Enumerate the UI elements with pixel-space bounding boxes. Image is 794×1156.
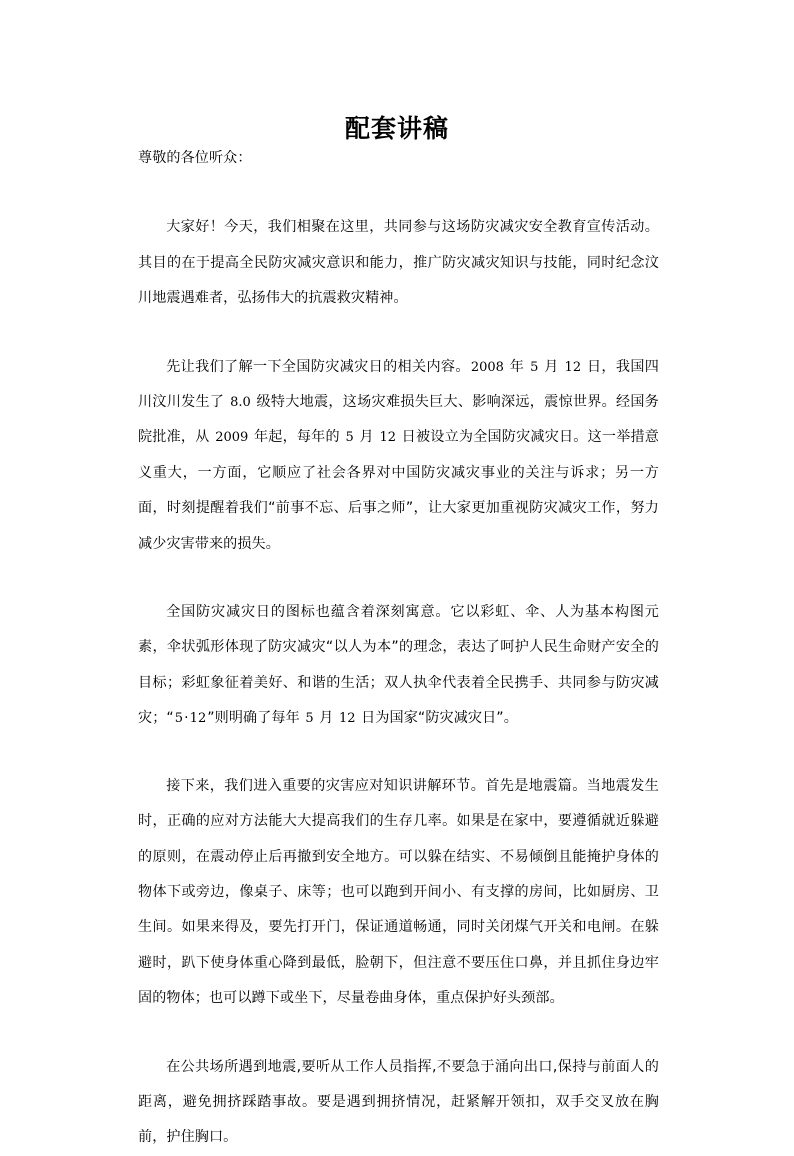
inline-number: 12 [379, 430, 396, 446]
paragraph-spacer [138, 176, 659, 210]
inline-number: 5 [345, 430, 354, 446]
inline-number: 5 [305, 711, 314, 727]
paragraph-spacer [138, 1017, 659, 1050]
paragraph-2: 先让我们了解一下全国防灾减灾日的相关内容。2008 年 5 月 12 日，我国四川汶川发生了 8.0 级特大地震，这场灾难损失巨大、影响深远，震惊世界。经国务院批准，从 2009 年起，每年的 5 月 12 日被设立为全国防灾减灾日。这一举措意义重大，一方面，它顺应了社会各界对中国防灾减灾事业的关注与诉求；另一方面，时刻提醒着我们“前事不忘、后事之师”，让大家更加重视防灾减灾工作，努力减少灾害带来的损失。 [138, 358, 659, 552]
paragraph-4: 接下来，我们进入重要的灾害应对知识讲解环节。首先是地震篇。当地震发生时，正确的应对方法能大大提高我们的生存几率。如果是在家中，要遵循就近躲避的原则，在震动停止后再撤到安全地方。可以躲在结实、不易倾倒且能掩护身体的物体下或旁边，像桌子、床等；也可以跑到开间小、有支撑的房间，比如厨房、卫生间。如果来得及，要先打开门，保证通道畅通，同时关闭煤气开关和电闸。在躲避时，趴下使身体重心降到最低，脸朝下，但注意不要压住口鼻，并且抓住身边牢固的物体；也可以蹲下或坐下，尽量卷曲身体，重点保护好头颈部。 [138, 777, 659, 1007]
paragraph-spacer [138, 562, 659, 595]
inline-number: 12 [189, 711, 207, 727]
paragraph-1: 大家好！今天，我们相聚在这里，共同参与这场防灾减灾安全教育宣传活动。其目的在于提高全民防灾减灾意识和能力，推广防灾减灾知识与技能，同时纪念汶川地震遇难者，弘扬伟大的抗震救灾精神。 [138, 219, 659, 307]
inline-number: 5 [530, 359, 539, 375]
salutation-line: 尊敬的各位听众： [138, 150, 252, 166]
inline-number: 2008 [470, 359, 504, 375]
paragraph-3: 全国防灾减灾日的图标也蕴含着深刻寓意。它以彩虹、伞、人为基本构图元素，伞状弧形体现了防灾减灾“以人为本”的理念，表达了呵护人民生命财产安全的目标；彩虹象征着美好、和谐的生活；双人执伞代表着全民携手、共同参与防灾减灾；“5·12”则明确了每年 5 月 12 日为国家“防灾减灾日”。 [138, 604, 659, 727]
inline-number: 5 [174, 711, 184, 727]
inline-number: 12 [564, 359, 582, 375]
paragraph-spacer [138, 317, 659, 350]
paragraph-5: 在公共场所遇到地震,要听从工作人员指挥,不要急于涌向出口,保持与前面人的距离，避免拥挤踩踏事故。要是遇到拥挤情况，赶紧解开领扣，双手交叉放在胸前，护住胸口。 [138, 1058, 659, 1146]
inline-number: 8.0 [230, 395, 251, 411]
inline-number: 12 [339, 711, 356, 727]
document-body [138, 141, 659, 1156]
inline-number: 2009 [215, 430, 249, 446]
paragraph-spacer [138, 737, 659, 769]
page-title: 配套讲稿 [344, 113, 449, 143]
